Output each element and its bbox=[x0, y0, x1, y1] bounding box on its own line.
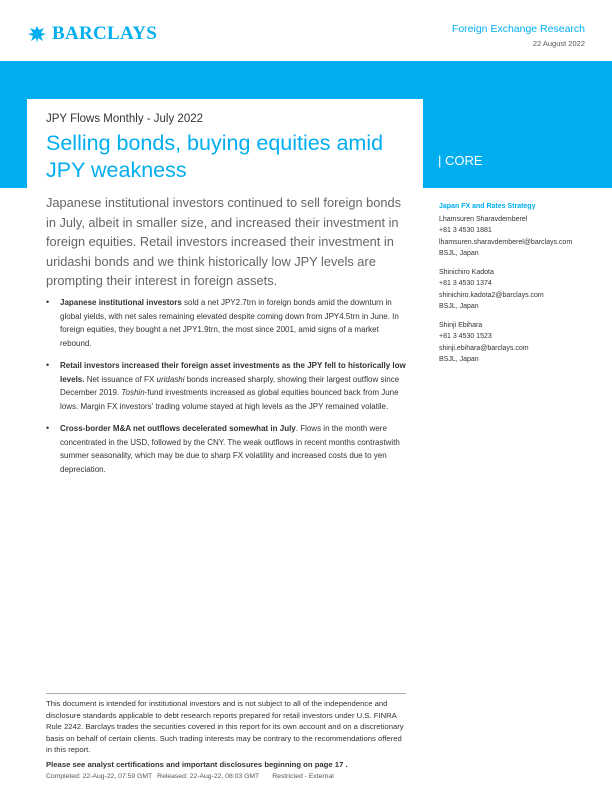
report-date: 22 August 2022 bbox=[532, 39, 585, 48]
bullet-body: -fund investments increased as global equities bounced back from June lows. Margin FX investors' trading volume stayed at high levels as the JPY remained volatile. bbox=[60, 388, 399, 411]
analyst-name: Lhamsuren Sharavdemberel bbox=[439, 215, 528, 223]
analyst-name: Shinji Ebihara bbox=[439, 321, 483, 329]
classification-label: | CORE bbox=[438, 153, 483, 168]
completed-time: Completed: 22-Aug-22, 07:59 GMT bbox=[46, 773, 153, 780]
bullet-lead: Cross-border M&A net outflows decelerated somewhat in July bbox=[60, 424, 296, 433]
bullet-ma bbox=[46, 422, 408, 476]
bullet-term: Toshin bbox=[121, 388, 145, 397]
research-series: Foreign Exchange Research bbox=[451, 23, 585, 35]
disclaimer-text: This document is intended for institutional investors and is not subject to all of the independence and disclosure standards applicable to debt research reports prepared for retail investors under U.S. FINRA Rule 2242. Barclays trades the securities covered in this report for its own account and on a discretionary basis on behalf of certain clients. Such trading interests may be contrary to the recommendations offered in this report. bbox=[46, 699, 404, 754]
bullet-term: uridashi bbox=[156, 374, 185, 384]
analyst-entity: BSJL, Japan bbox=[439, 303, 479, 310]
bullet-icon: • bbox=[46, 423, 50, 433]
analyst-entity: BSJL, Japan bbox=[439, 356, 479, 363]
analyst-email[interactable]: lhamsuren.sharavdemberel@barclays.com bbox=[439, 238, 573, 246]
bullet-retail bbox=[46, 359, 408, 413]
key-points bbox=[46, 296, 408, 485]
analyst-phone[interactable]: +81 3 4530 1523 bbox=[439, 333, 492, 340]
analyst-email[interactable]: shinichiro.kadota2@barclays.com bbox=[439, 291, 544, 299]
bullet-icon: • bbox=[46, 297, 50, 307]
barclays-logo bbox=[27, 23, 157, 45]
released-time: Released: 22-Aug-22, 08:03 GMT bbox=[157, 773, 260, 780]
bullet-body: sold a net JPY2.7trn in foreign bonds amid the downturn in global yields, with net sales remaining elevated despite coming down from JPY4.5trn in June. In foreign equities, they bought a net JPY1.9trn, the most since 2001, amid signs of a market rebound. bbox=[60, 298, 399, 348]
analyst-entity: BSJL, Japan bbox=[439, 250, 479, 257]
bullet-body: Net issuance of FX bbox=[84, 374, 157, 384]
restriction-label: Restricted - External bbox=[272, 773, 334, 780]
brand-name: BARCLAYS bbox=[52, 23, 158, 44]
report-header bbox=[452, 23, 585, 48]
bullet-body: . Flows in the month were concentrated in the USD, followed by the CNY. The weak outflows in recent months contrastwith summer seasonality, which may be due to sharp FX volatility and increased costs due to yen depreciation. bbox=[60, 424, 400, 474]
bullet-icon: • bbox=[46, 360, 50, 370]
analyst-email[interactable]: shinji.ebihara@barclays.com bbox=[439, 344, 529, 352]
certifications-note: Please see analyst certifications and important disclosures beginning on page 17 . bbox=[46, 759, 348, 769]
analyst-card bbox=[439, 267, 599, 313]
analyst-card bbox=[439, 214, 599, 260]
analyst-contacts bbox=[439, 201, 599, 373]
disclaimer bbox=[46, 693, 406, 783]
team-name: Japan FX and Rates Strategy bbox=[439, 203, 536, 210]
bullet-institutional bbox=[46, 296, 408, 350]
headline: Selling bonds, buying equities amid JPY weakness bbox=[46, 131, 384, 182]
publication-title: JPY Flows Monthly - July 2022 bbox=[46, 113, 204, 125]
bullet-lead: Retail investors increased their foreign asset investments as the JPY fell to historically low levels. bbox=[60, 361, 406, 384]
summary-paragraph: Japanese institutional investors continued to sell foreign bonds in July, albeit in smaller size, and increased their investment in foreign equities. Retail investors increased their investment in uridashi bonds and we think historically low JPY levels are prompting their interest in foreign assets. bbox=[46, 195, 401, 289]
bullet-body: bonds increased sharply, showing their largest outflow since December 2019. bbox=[60, 374, 400, 397]
eagle-icon bbox=[27, 24, 47, 44]
analyst-name: Shinichiro Kadota bbox=[439, 268, 494, 276]
release-meta bbox=[46, 771, 406, 783]
analyst-card bbox=[439, 320, 599, 366]
bullet-lead: Japanese institutional investors bbox=[60, 298, 182, 307]
analyst-phone[interactable]: +81 3 4530 1374 bbox=[439, 280, 492, 287]
analyst-phone[interactable]: +81 3 4530 1881 bbox=[439, 227, 492, 234]
